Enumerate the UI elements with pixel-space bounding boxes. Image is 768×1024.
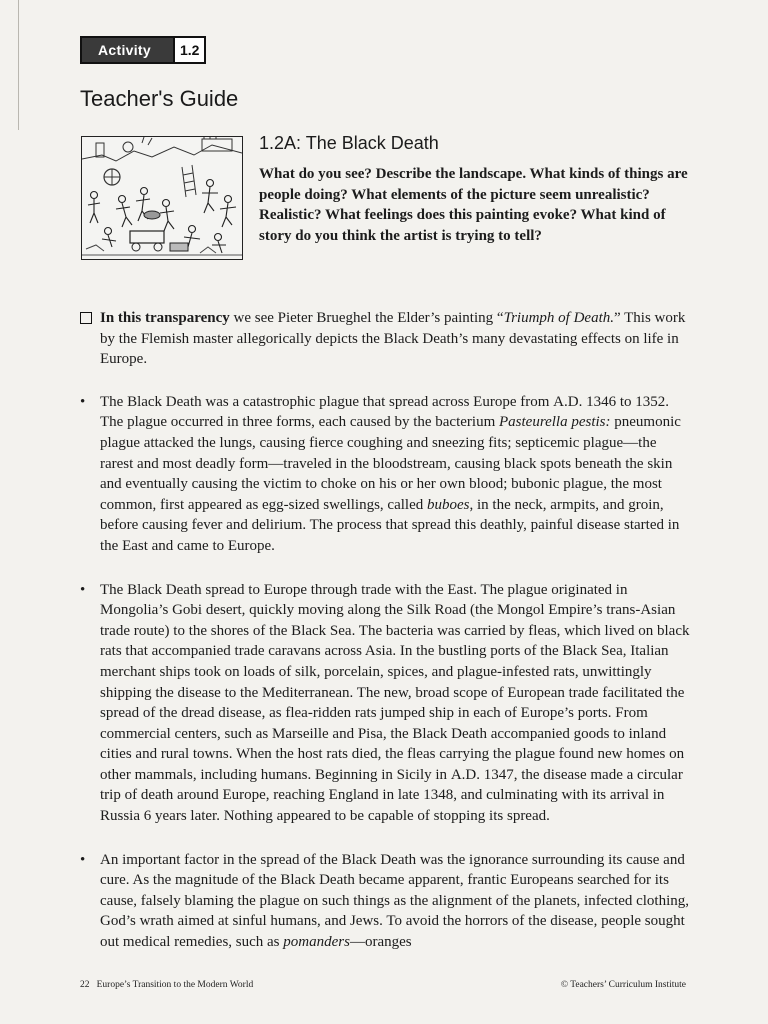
era-abbreviation: A.D. <box>553 393 583 410</box>
paragraph-text: An important factor in the spread of the Black Death was the ignorance surrounding its cause and cure. As the magnitude of the Black Death became apparent, frantic Europeans searched for its cause, falsely blaming the plague on such things as the alignment of the planets, infected clothing, God’s wrath aimed at sinful humans, and Jews. To avoid the horrors of the disease, people sought out medical remedies, such as <box>100 851 690 951</box>
bullet-paragraph-ignorance <box>80 850 690 953</box>
paragraph-text: 1346 to 1352. The plague occurred in three forms, each caused by the bacterium <box>100 393 670 431</box>
intro-text-continued: ” This work by the Flemish master allegorically depicts the Black Death’s many devastating effects on life in Europe. <box>100 310 686 368</box>
bullet-paragraph-trade-spread <box>80 580 690 827</box>
term-buboes: buboes <box>426 496 470 513</box>
section-title: 1.2A: The Black Death <box>259 133 439 153</box>
bullet-icon: • <box>80 393 86 410</box>
book-title: Europe’s Transition to the Modern World <box>96 980 254 990</box>
era-abbreviation: A.D. <box>450 766 480 783</box>
bullet-paragraph-plague-forms <box>80 392 690 557</box>
intro-text: we see Pieter Brueghel the Elder’s painting “ <box>229 310 504 326</box>
paragraph-text: The Black Death was a catastrophic plague that spread across Europe from <box>100 393 554 410</box>
bullet-icon: • <box>80 581 86 598</box>
bullet-icon: • <box>80 851 86 868</box>
paragraph-text: The Black Death spread to Europe through trade with the East. The plague originated in Mongolia’s Gobi desert, quickly moving along the Silk Road (the Mongol Empire’s trans-Asian trade route) to the shores of the Black Sea. The bacteria was carried by fleas, which lived on black rats that accompanied trade caravans across Asia. In the bustling ports of the Black Sea, Italian merchant ships took on loads of silk, porcelain, spices, and plague-infested rats, unwittingly shipping the disease to the Mediterranean. The new, broad scope of European trade facilitated the spread of the dread disease, as flea-ridden rats jumped ship in each of Europe’s ports. From commercial centers, such as Marseille and Pisa, the Black Death accompanied goods to inland cities and rural towns. When the host rats died, the fleas carrying the plague found new homes on other mammals, including humans. Beginning in Sicily in <box>100 581 690 783</box>
bacterium-name: Pasteurella pestis: <box>499 414 611 431</box>
painting-thumbnail <box>81 136 243 260</box>
triumph-of-death-illustration <box>82 137 242 259</box>
term-pomanders: pomanders <box>283 934 350 951</box>
intro-lead: In this transparency <box>100 310 230 326</box>
checkbox-icon <box>80 312 92 324</box>
painting-title: Triumph of Death. <box>503 310 614 326</box>
page-footer <box>80 980 686 990</box>
intro-paragraph <box>80 308 690 370</box>
discussion-prompt: What do you see? Describe the landscape. What kinds of things are people doing? What elements of the picture seem unrealistic? Realistic? What feelings does this painting evoke? What kind of story do you think the artist is trying to tell? <box>259 166 688 244</box>
margin-line <box>18 0 19 130</box>
page-number: 22 <box>80 980 90 990</box>
activity-label: Activity <box>82 38 173 62</box>
activity-number: 1.2 <box>173 38 204 62</box>
footer-left <box>80 980 253 990</box>
teacher-notes <box>80 308 690 976</box>
activity-badge <box>80 36 206 64</box>
copyright-notice: © Teachers’ Curriculum Institute <box>560 980 686 990</box>
paragraph-text: pneumonic plague attacked the lungs, causing fierce coughing and sneezing fits; septicemic plague—the rarest and most deadly form—traveled in the bloodstream, causing black spots beneath the skin and eventually causing the victim to choke on his or her own blood; bubonic plague, the most common, first appeared as egg-sized swellings, called <box>100 414 681 513</box>
paragraph-text: —oranges <box>349 934 412 951</box>
page-title: Teacher's Guide <box>80 86 239 111</box>
paragraph-text: 1347, the disease made a circular trip of death around Europe, reaching England in late 1348, and culminating with its arrival in Russia 6 years later. Nothing appeared to be capable of stopping its spread. <box>100 766 683 825</box>
paragraph-text: , in the neck, armpits, and groin, before causing fever and delirium. The process that spread this deathly, painful disease started in the East and came to Europe. <box>100 496 680 554</box>
